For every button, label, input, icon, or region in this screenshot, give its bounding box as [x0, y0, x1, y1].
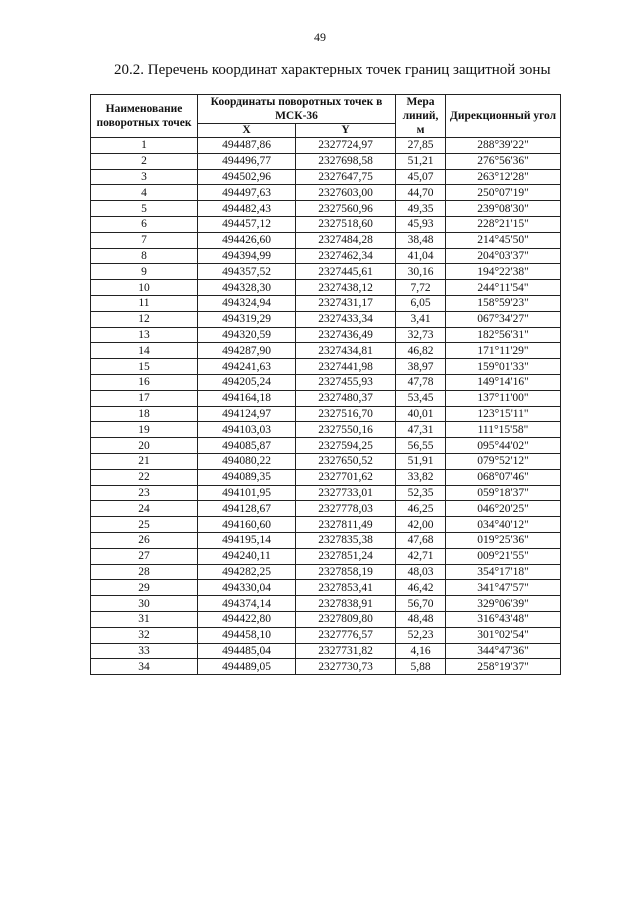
cell-direction-angle: 258°19'37"	[446, 659, 561, 675]
cell-y: 2327698,58	[296, 153, 396, 169]
table-header	[91, 95, 561, 138]
cell-point-number: 10	[91, 280, 198, 296]
cell-y: 2327484,28	[296, 232, 396, 248]
cell-line-length: 7,72	[396, 280, 446, 296]
cell-x: 494374,14	[198, 596, 296, 612]
cell-direction-angle: 276°56'36"	[446, 153, 561, 169]
cell-x: 494458,10	[198, 627, 296, 643]
header-coords-group: Координаты поворотных точек в МСК-36	[198, 95, 396, 124]
header-line-length: Мера линий, м	[396, 95, 446, 138]
cell-line-length: 46,82	[396, 343, 446, 359]
table-row	[91, 185, 561, 201]
cell-direction-angle: 182°56'31"	[446, 327, 561, 343]
cell-y: 2327733,01	[296, 485, 396, 501]
table-body	[91, 138, 561, 675]
cell-x: 494195,14	[198, 532, 296, 548]
cell-direction-angle: 123°15'11"	[446, 406, 561, 422]
cell-line-length: 51,21	[396, 153, 446, 169]
cell-direction-angle: 009°21'55"	[446, 548, 561, 564]
cell-line-length: 5,88	[396, 659, 446, 675]
cell-x: 494457,12	[198, 216, 296, 232]
cell-direction-angle: 288°39'22"	[446, 138, 561, 154]
cell-line-length: 41,04	[396, 248, 446, 264]
cell-x: 494497,63	[198, 185, 296, 201]
cell-y: 2327438,12	[296, 280, 396, 296]
cell-y: 2327434,81	[296, 343, 396, 359]
cell-x: 494496,77	[198, 153, 296, 169]
table-row	[91, 216, 561, 232]
cell-line-length: 42,71	[396, 548, 446, 564]
cell-point-number: 21	[91, 453, 198, 469]
table-row	[91, 295, 561, 311]
header-y: Y	[296, 124, 396, 138]
cell-point-number: 22	[91, 469, 198, 485]
table-row	[91, 659, 561, 675]
cell-y: 2327550,16	[296, 422, 396, 438]
cell-y: 2327431,17	[296, 295, 396, 311]
cell-line-length: 46,42	[396, 580, 446, 596]
cell-y: 2327518,60	[296, 216, 396, 232]
table-row	[91, 422, 561, 438]
cell-point-number: 33	[91, 643, 198, 659]
table-row	[91, 453, 561, 469]
cell-direction-angle: 158°59'23"	[446, 295, 561, 311]
cell-line-length: 42,00	[396, 517, 446, 533]
table-row	[91, 501, 561, 517]
table-row	[91, 485, 561, 501]
cell-direction-angle: 046°20'25"	[446, 501, 561, 517]
cell-y: 2327436,49	[296, 327, 396, 343]
cell-line-length: 45,93	[396, 216, 446, 232]
cell-line-length: 47,68	[396, 532, 446, 548]
cell-point-number: 16	[91, 374, 198, 390]
cell-y: 2327724,97	[296, 138, 396, 154]
cell-y: 2327811,49	[296, 517, 396, 533]
cell-direction-angle: 171°11'29"	[446, 343, 561, 359]
cell-x: 494241,63	[198, 359, 296, 375]
cell-line-length: 33,82	[396, 469, 446, 485]
cell-line-length: 45,07	[396, 169, 446, 185]
cell-y: 2327853,41	[296, 580, 396, 596]
cell-x: 494240,11	[198, 548, 296, 564]
table-row	[91, 169, 561, 185]
cell-direction-angle: 059°18'37"	[446, 485, 561, 501]
cell-y: 2327441,98	[296, 359, 396, 375]
cell-line-length: 3,41	[396, 311, 446, 327]
cell-point-number: 19	[91, 422, 198, 438]
cell-direction-angle: 067°34'27"	[446, 311, 561, 327]
cell-y: 2327560,96	[296, 201, 396, 217]
cell-direction-angle: 263°12'28"	[446, 169, 561, 185]
cell-line-length: 49,35	[396, 201, 446, 217]
cell-point-number: 23	[91, 485, 198, 501]
coordinates-table	[90, 94, 561, 675]
cell-line-length: 48,48	[396, 611, 446, 627]
cell-point-number: 5	[91, 201, 198, 217]
cell-line-length: 32,73	[396, 327, 446, 343]
cell-point-number: 14	[91, 343, 198, 359]
cell-direction-angle: 137°11'00"	[446, 390, 561, 406]
cell-line-length: 53,45	[396, 390, 446, 406]
table-row	[91, 359, 561, 375]
cell-y: 2327647,75	[296, 169, 396, 185]
table-row	[91, 153, 561, 169]
cell-point-number: 11	[91, 295, 198, 311]
cell-x: 494085,87	[198, 438, 296, 454]
cell-y: 2327778,03	[296, 501, 396, 517]
cell-x: 494482,43	[198, 201, 296, 217]
cell-y: 2327594,25	[296, 438, 396, 454]
cell-line-length: 46,25	[396, 501, 446, 517]
table-row	[91, 138, 561, 154]
table-row	[91, 343, 561, 359]
cell-direction-angle: 149°14'16"	[446, 374, 561, 390]
cell-line-length: 48,03	[396, 564, 446, 580]
cell-point-number: 15	[91, 359, 198, 375]
cell-y: 2327838,91	[296, 596, 396, 612]
table-row	[91, 517, 561, 533]
cell-direction-angle: 019°25'36"	[446, 532, 561, 548]
cell-point-number: 4	[91, 185, 198, 201]
cell-y: 2327776,57	[296, 627, 396, 643]
cell-direction-angle: 341°47'57"	[446, 580, 561, 596]
cell-x: 494103,03	[198, 422, 296, 438]
header-point-name: Наименование поворотных точек	[91, 95, 198, 138]
cell-direction-angle: 301°02'54"	[446, 627, 561, 643]
cell-point-number: 18	[91, 406, 198, 422]
cell-direction-angle: 159°01'33"	[446, 359, 561, 375]
cell-y: 2327858,19	[296, 564, 396, 580]
cell-point-number: 32	[91, 627, 198, 643]
cell-direction-angle: 068°07'46"	[446, 469, 561, 485]
table-row	[91, 311, 561, 327]
table-row	[91, 390, 561, 406]
table-row	[91, 611, 561, 627]
cell-x: 494328,30	[198, 280, 296, 296]
cell-x: 494487,86	[198, 138, 296, 154]
cell-y: 2327730,73	[296, 659, 396, 675]
table-row	[91, 643, 561, 659]
table-row	[91, 327, 561, 343]
cell-x: 494205,24	[198, 374, 296, 390]
cell-x: 494330,04	[198, 580, 296, 596]
cell-point-number: 27	[91, 548, 198, 564]
cell-point-number: 1	[91, 138, 198, 154]
cell-direction-angle: 095°44'02"	[446, 438, 561, 454]
page-number: 49	[314, 30, 326, 44]
cell-direction-angle: 250°07'19"	[446, 185, 561, 201]
cell-point-number: 26	[91, 532, 198, 548]
cell-x: 494357,52	[198, 264, 296, 280]
cell-point-number: 17	[91, 390, 198, 406]
cell-y: 2327480,37	[296, 390, 396, 406]
cell-y: 2327835,38	[296, 532, 396, 548]
cell-x: 494282,25	[198, 564, 296, 580]
cell-direction-angle: 316°43'48"	[446, 611, 561, 627]
cell-x: 494324,94	[198, 295, 296, 311]
cell-point-number: 30	[91, 596, 198, 612]
table-row	[91, 264, 561, 280]
cell-direction-angle: 239°08'30"	[446, 201, 561, 217]
cell-point-number: 13	[91, 327, 198, 343]
cell-direction-angle: 194°22'38"	[446, 264, 561, 280]
cell-x: 494426,60	[198, 232, 296, 248]
cell-line-length: 30,16	[396, 264, 446, 280]
cell-line-length: 4,16	[396, 643, 446, 659]
cell-direction-angle: 329°06'39"	[446, 596, 561, 612]
cell-direction-angle: 079°52'12"	[446, 453, 561, 469]
cell-line-length: 56,55	[396, 438, 446, 454]
cell-line-length: 27,85	[396, 138, 446, 154]
cell-line-length: 47,78	[396, 374, 446, 390]
cell-y: 2327650,52	[296, 453, 396, 469]
cell-x: 494164,18	[198, 390, 296, 406]
cell-point-number: 12	[91, 311, 198, 327]
header-x: X	[198, 124, 296, 138]
table-row	[91, 580, 561, 596]
cell-y: 2327701,62	[296, 469, 396, 485]
cell-point-number: 25	[91, 517, 198, 533]
cell-line-length: 51,91	[396, 453, 446, 469]
cell-line-length: 52,23	[396, 627, 446, 643]
cell-y: 2327462,34	[296, 248, 396, 264]
cell-line-length: 6,05	[396, 295, 446, 311]
table-row	[91, 438, 561, 454]
cell-line-length: 40,01	[396, 406, 446, 422]
cell-point-number: 9	[91, 264, 198, 280]
cell-y: 2327433,34	[296, 311, 396, 327]
section-heading: 20.2. Перечень координат характерных точек границ защитной зоны	[114, 62, 551, 78]
cell-direction-angle: 228°21'15"	[446, 216, 561, 232]
cell-direction-angle: 214°45'50"	[446, 232, 561, 248]
cell-point-number: 24	[91, 501, 198, 517]
table-row	[91, 406, 561, 422]
cell-point-number: 6	[91, 216, 198, 232]
table-row	[91, 469, 561, 485]
cell-x: 494089,35	[198, 469, 296, 485]
cell-line-length: 44,70	[396, 185, 446, 201]
cell-point-number: 28	[91, 564, 198, 580]
cell-y: 2327851,24	[296, 548, 396, 564]
cell-y: 2327603,00	[296, 185, 396, 201]
cell-x: 494128,67	[198, 501, 296, 517]
cell-line-length: 56,70	[396, 596, 446, 612]
cell-point-number: 2	[91, 153, 198, 169]
table-row	[91, 201, 561, 217]
table-row	[91, 564, 561, 580]
cell-x: 494101,95	[198, 485, 296, 501]
cell-line-length: 38,48	[396, 232, 446, 248]
table-row	[91, 232, 561, 248]
table-row	[91, 280, 561, 296]
cell-direction-angle: 204°03'37"	[446, 248, 561, 264]
cell-direction-angle: 244°11'54"	[446, 280, 561, 296]
cell-x: 494394,99	[198, 248, 296, 264]
cell-direction-angle: 354°17'18"	[446, 564, 561, 580]
cell-x: 494320,59	[198, 327, 296, 343]
cell-x: 494485,04	[198, 643, 296, 659]
cell-x: 494124,97	[198, 406, 296, 422]
cell-point-number: 20	[91, 438, 198, 454]
cell-point-number: 34	[91, 659, 198, 675]
cell-x: 494160,60	[198, 517, 296, 533]
cell-line-length: 47,31	[396, 422, 446, 438]
table-row	[91, 374, 561, 390]
header-direction-angle: Дирекционный угол	[446, 95, 561, 138]
cell-x: 494080,22	[198, 453, 296, 469]
table-row	[91, 596, 561, 612]
table-row	[91, 548, 561, 564]
cell-y: 2327516,70	[296, 406, 396, 422]
table-row	[91, 532, 561, 548]
cell-point-number: 3	[91, 169, 198, 185]
cell-point-number: 31	[91, 611, 198, 627]
cell-direction-angle: 111°15'58"	[446, 422, 561, 438]
cell-line-length: 52,35	[396, 485, 446, 501]
cell-x: 494489,05	[198, 659, 296, 675]
cell-y: 2327809,80	[296, 611, 396, 627]
cell-y: 2327445,61	[296, 264, 396, 280]
cell-x: 494502,96	[198, 169, 296, 185]
cell-point-number: 8	[91, 248, 198, 264]
cell-point-number: 7	[91, 232, 198, 248]
cell-x: 494422,80	[198, 611, 296, 627]
table-row	[91, 248, 561, 264]
cell-x: 494287,90	[198, 343, 296, 359]
cell-point-number: 29	[91, 580, 198, 596]
cell-line-length: 38,97	[396, 359, 446, 375]
cell-x: 494319,29	[198, 311, 296, 327]
cell-y: 2327731,82	[296, 643, 396, 659]
cell-y: 2327455,93	[296, 374, 396, 390]
cell-direction-angle: 034°40'12"	[446, 517, 561, 533]
table-row	[91, 627, 561, 643]
cell-direction-angle: 344°47'36"	[446, 643, 561, 659]
